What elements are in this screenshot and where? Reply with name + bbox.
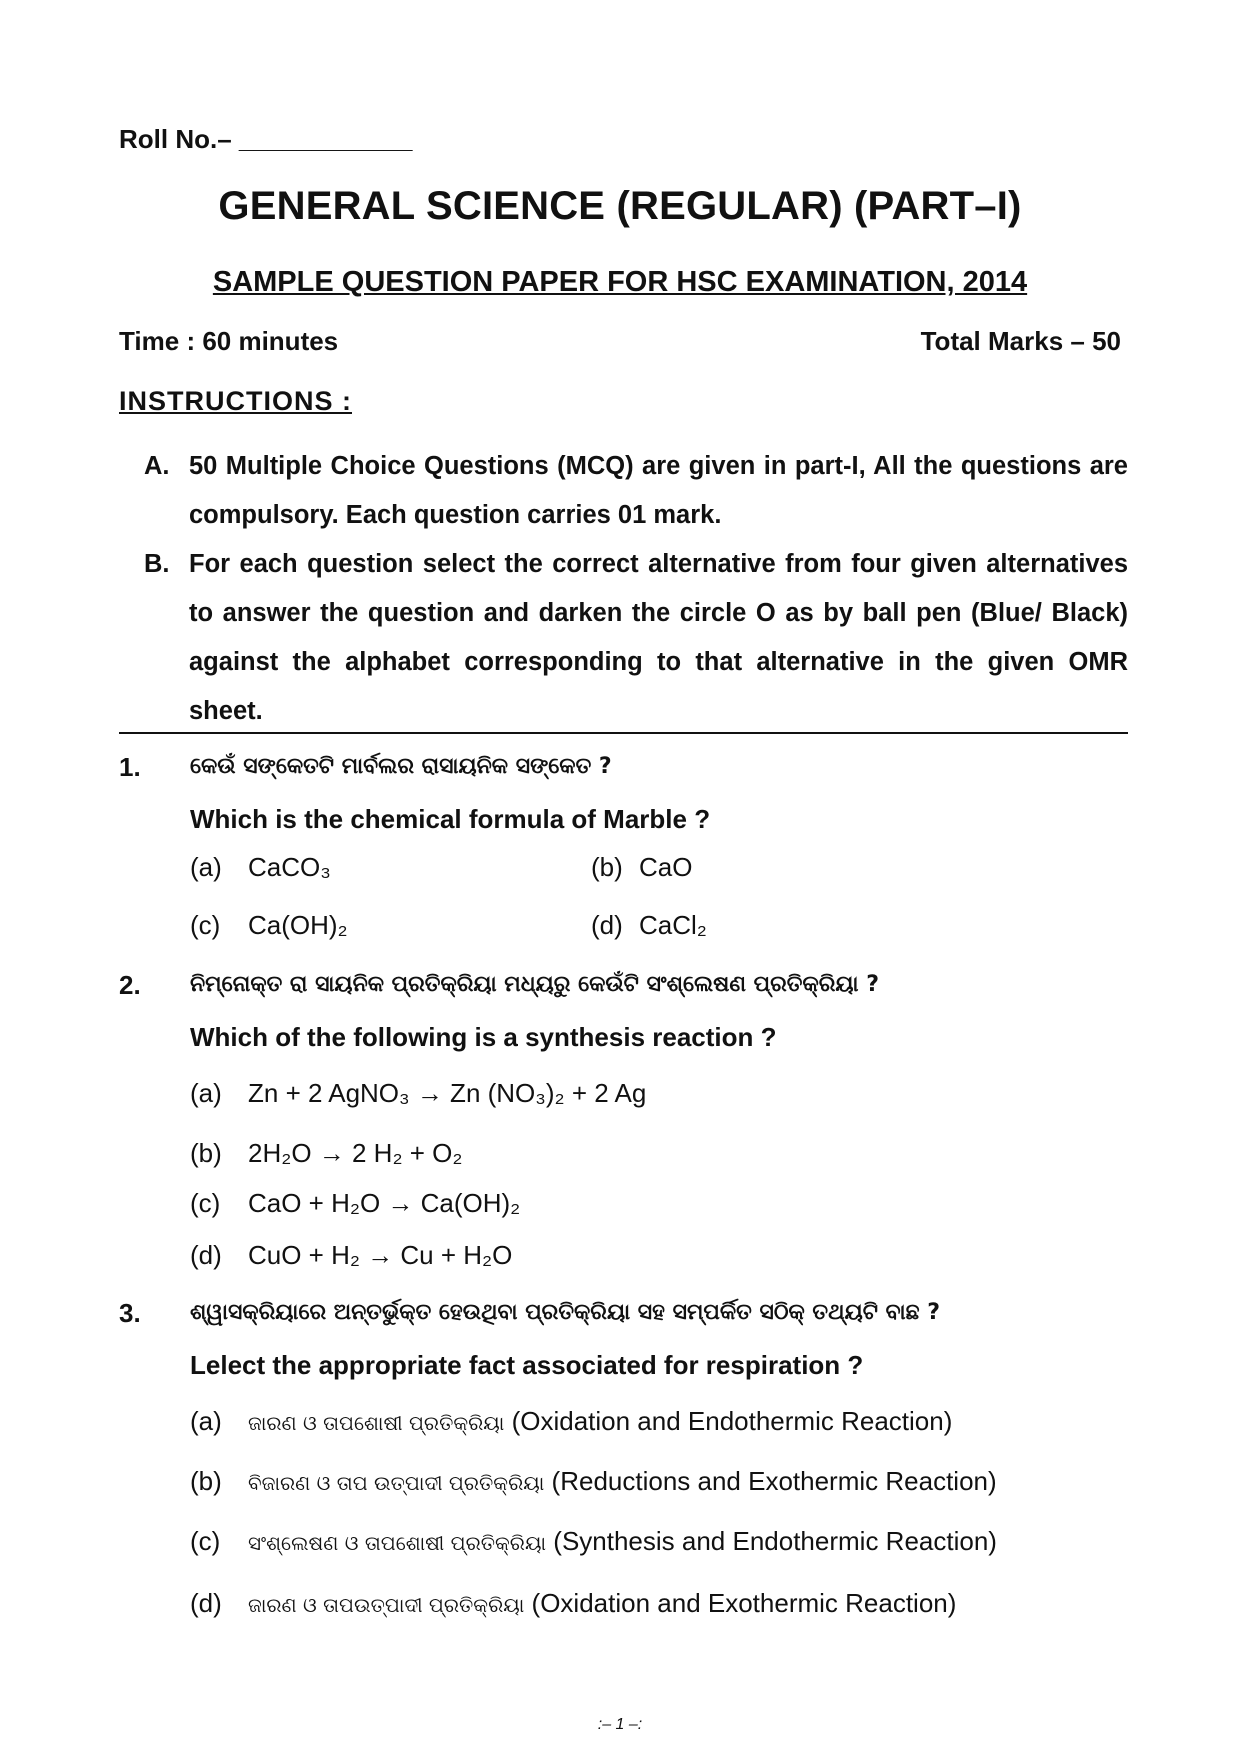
question-number: 1. <box>119 752 141 782</box>
total-marks-label: Total Marks – 50 <box>920 326 1121 356</box>
instruction-item <box>144 442 1128 540</box>
option-b[interactable]: (b) CaO <box>591 852 693 882</box>
question-number: 2. <box>119 970 141 1000</box>
option-c[interactable]: (c) ସଂଶ୍ଲେଷଣ ଓ ତାପଶୋଷୀ ପ୍ରତିକ୍ରିୟା (Synthesis and Endothermic Reaction) <box>190 1526 997 1556</box>
option-b[interactable]: (b) 2H₂O → 2 H₂ + O₂ <box>190 1138 463 1168</box>
question-english-text: Lelect the appropriate fact associated for respiration ? <box>190 1350 864 1380</box>
option-d[interactable]: (d) ଜାରଣ ଓ ତାପଉତ୍ପାଦୀ ପ୍ରତିକ୍ରିୟା (Oxidation and Exothermic Reaction) <box>190 1588 957 1618</box>
option-c[interactable]: (c) CaO + H₂O → Ca(OH)₂ <box>190 1188 521 1218</box>
page-title: GENERAL SCIENCE (REGULAR) (PART–I) <box>218 184 1022 228</box>
time-label: Time : 60 minutes <box>119 326 339 356</box>
option-d[interactable]: (d) CuO + H₂ → Cu + H₂O <box>190 1240 513 1270</box>
question-odia-text: ଶ୍ୱାସକ୍ରିୟାରେ ଅନ୍ତର୍ଭୁକ୍ତ ହେଉଥିବା ପ୍ରତିକ୍ରିୟା ସହ ସମ୍ପର୍କିତ ସଠିକ୍ ତଥ୍ୟଟି ବାଛ ? <box>190 1300 941 1325</box>
question-english-text: Which of the following is a synthesis reaction ? <box>190 1022 777 1052</box>
instruction-text: For each question select the correct alternative from four given alternatives to answer the question and darken the circle O as by ball pen (Blue/ Black) against the alphabet corresponding to that alternative in the given OMR sheet. <box>189 550 1128 725</box>
option-a[interactable]: (a) ଜାରଣ ଓ ତାପଶୋଷୀ ପ୍ରତିକ୍ରିୟା (Oxidation and Endothermic Reaction) <box>190 1406 953 1436</box>
question-number: 3. <box>119 1298 141 1328</box>
page-subtitle: SAMPLE QUESTION PAPER FOR HSC EXAMINATION, 2014 <box>212 266 1028 298</box>
section-divider <box>119 732 1128 734</box>
page-number: :– 1 –: <box>597 1716 643 1733</box>
question-english-text: Which is the chemical formula of Marble ? <box>190 804 711 834</box>
instruction-label: B. <box>144 550 170 578</box>
roll-number-field: Roll No.– ____________ <box>119 124 413 154</box>
option-a[interactable]: (a) Zn + 2 AgNO₃ → Zn (NO₃)₂ + 2 Ag <box>190 1078 647 1108</box>
question-odia-text: କେଉଁ ସଙ୍କେତଟି ମାର୍ବଲର ରାସାୟନିକ ସଙ୍କେତ ? <box>190 754 612 779</box>
instructions-heading: INSTRUCTIONS : <box>119 386 352 416</box>
option-c[interactable]: (c) Ca(OH)₂ <box>190 910 348 940</box>
instruction-item <box>144 540 1128 736</box>
option-a[interactable]: (a) CaCO₃ <box>190 852 331 882</box>
option-d[interactable]: (d) CaCl₂ <box>591 910 707 940</box>
question-odia-text: ନିମ୍ନୋକ୍ତ ରା ସାୟନିକ ପ୍ରତିକ୍ରିୟା ମଧ୍ୟରୁ କେଉଁଟି ସଂଶ୍ଲେଷଣ ପ୍ରତିକ୍ରିୟା ? <box>190 972 879 997</box>
instruction-text: 50 Multiple Choice Questions (MCQ) are given in part-I, All the questions are compulsory. Each question carries 01 mark. <box>189 452 1128 529</box>
instruction-label: A. <box>144 452 170 480</box>
option-b[interactable]: (b) ବିଜାରଣ ଓ ତାପ ଉତ୍ପାଦୀ ପ୍ରତିକ୍ରିୟା (Reductions and Exothermic Reaction) <box>190 1466 997 1496</box>
